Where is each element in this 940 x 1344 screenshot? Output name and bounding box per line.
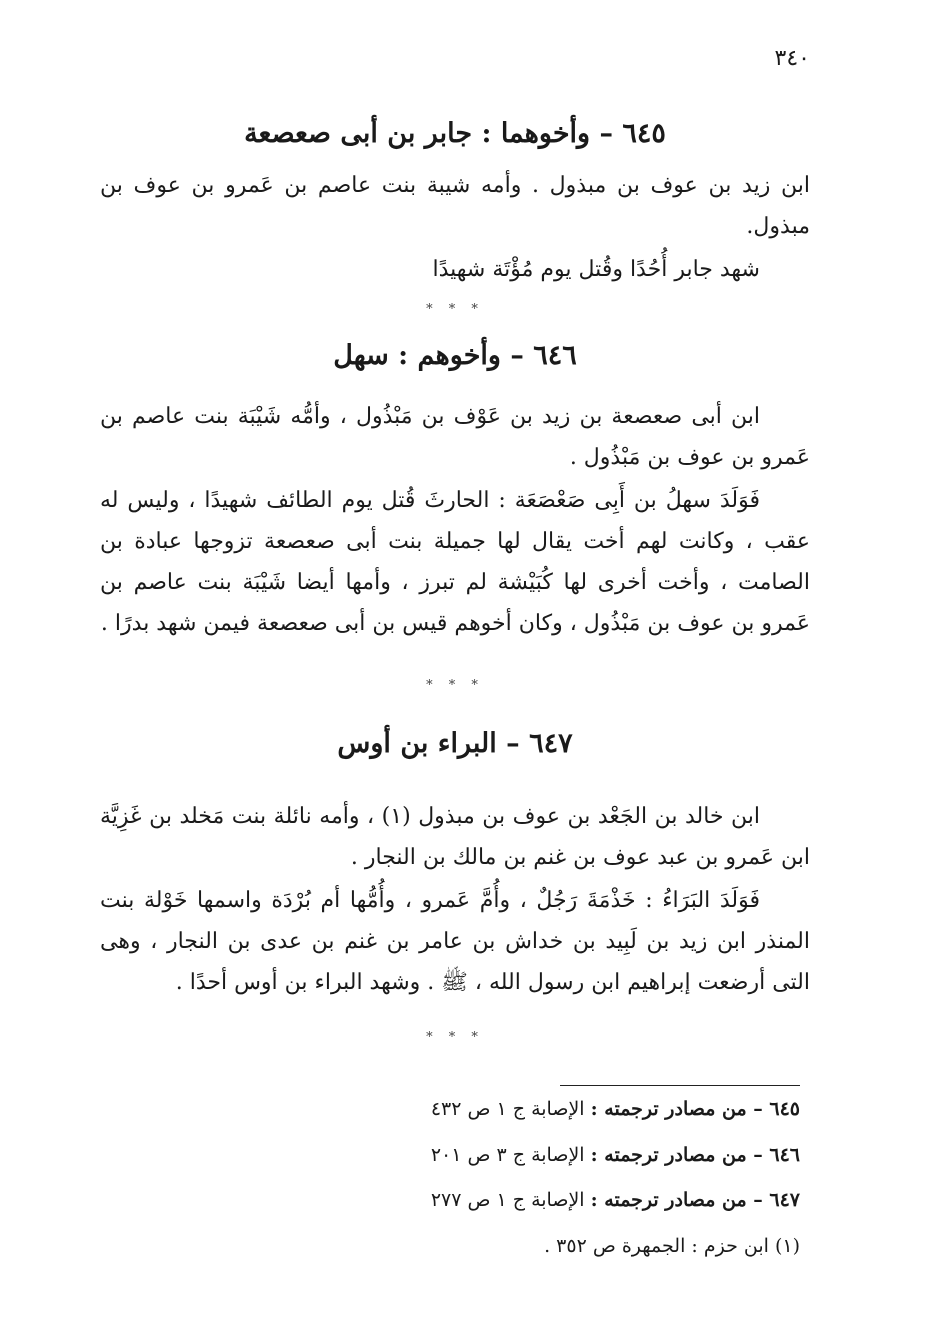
footnote-label: ٦٤٧ – من مصادر ترجمته : xyxy=(590,1189,800,1211)
footnote-646 xyxy=(300,1144,800,1166)
entry-646-paragraph-1: ابن أبى صعصعة بن زيد بن عَوْف بن مَبْذُول ، وأمُّه شَيْبَة بنت عاصم بن عَمرو بن عوف بن مَبْذُول . xyxy=(100,404,810,470)
entry-647-paragraph-1: ابن خالد بن الجَعْد بن عوف بن مبذول (١) ، وأمه نائلة بنت مَخلد بن غَزِيَّة ابن عَمرو بن عبد عوف بن غنم بن مالك بن النجار . xyxy=(100,804,810,870)
footnote-1 xyxy=(300,1235,800,1257)
footnote-text: الإصابة ج ١ ص ٤٣٢ xyxy=(430,1098,585,1120)
footnote-label: ٦٤٦ – من مصادر ترجمته : xyxy=(590,1144,800,1166)
entry-645-paragraph-2: شهد جابر أُحُدًا وقُتل يوم مُؤْتَة شهيدًا xyxy=(432,257,760,282)
entry-646-paragraph-2: فَوَلَدَ سهلُ بن أَبِى صَعْصَعَة : الحارثَ قُتل يوم الطائف شهيدًا ، وليس له عقب ، وكانت لهم أخت يقال لها جميلة بنت أبى صعصعة تزوجها عبادة بن الصامت ، وأخت أخرى لها كُبَيْشة لم تبرز ، وأمها أيضا شَيْبَة بنت عاصم بن عَمرو بن عوف بن مَبْذُول ، وكان أخوهم قيس بن أبى صعصعة فيمن شهد بدرًا . xyxy=(100,488,810,636)
footnote-text: ابن حزم : الجمهرة ص ٣٥٢ . xyxy=(544,1235,769,1257)
footnote-rule xyxy=(560,1085,800,1086)
footnote-label: ٦٤٥ – من مصادر ترجمته : xyxy=(590,1098,800,1120)
entry-title-646: ٦٤٦ – وأخوهم : سهل xyxy=(333,340,577,371)
entry-title-647: ٦٤٧ – البراء بن أوس xyxy=(337,728,573,759)
page-number: ٣٤٠ xyxy=(774,46,810,71)
footnote-645 xyxy=(300,1098,800,1120)
section-separator: * * * xyxy=(426,1030,484,1045)
section-separator: * * * xyxy=(426,302,484,317)
footnote-text: الإصابة ج ٣ ص ٢٠١ xyxy=(430,1144,585,1166)
entry-title-645: ٦٤٥ – وأخوهما : جابر بن أبى صعصعة xyxy=(244,118,666,149)
section-separator: * * * xyxy=(426,678,484,693)
entry-647-paragraph-2: فَوَلَدَ البَرَاءُ : خَذْمَةَ رَجُلٌ ، وأُمَّ عَمرو ، وأُمُّها أم بُرْدَة واسمها خَوْلة بنت المنذر ابن زيد بن لَبِيد بن خداش بن عامر بن غنم بن عدى بن النجار ، وهى التى أرضعت إبراهيم ابن رسول الله ، ﷺ . وشهد البراء بن أوس أحدًا . xyxy=(100,888,810,995)
footnote-647 xyxy=(300,1189,800,1211)
footnote-label: (١) xyxy=(774,1235,800,1257)
entry-645-paragraph-1: ابن زيد بن عوف بن مبذول . وأمه شيبة بنت عاصم بن عَمرو بن عوف بن مبذول. xyxy=(100,173,810,239)
footnote-text: الإصابة ج ١ ص ٢٧٧ xyxy=(430,1189,585,1211)
